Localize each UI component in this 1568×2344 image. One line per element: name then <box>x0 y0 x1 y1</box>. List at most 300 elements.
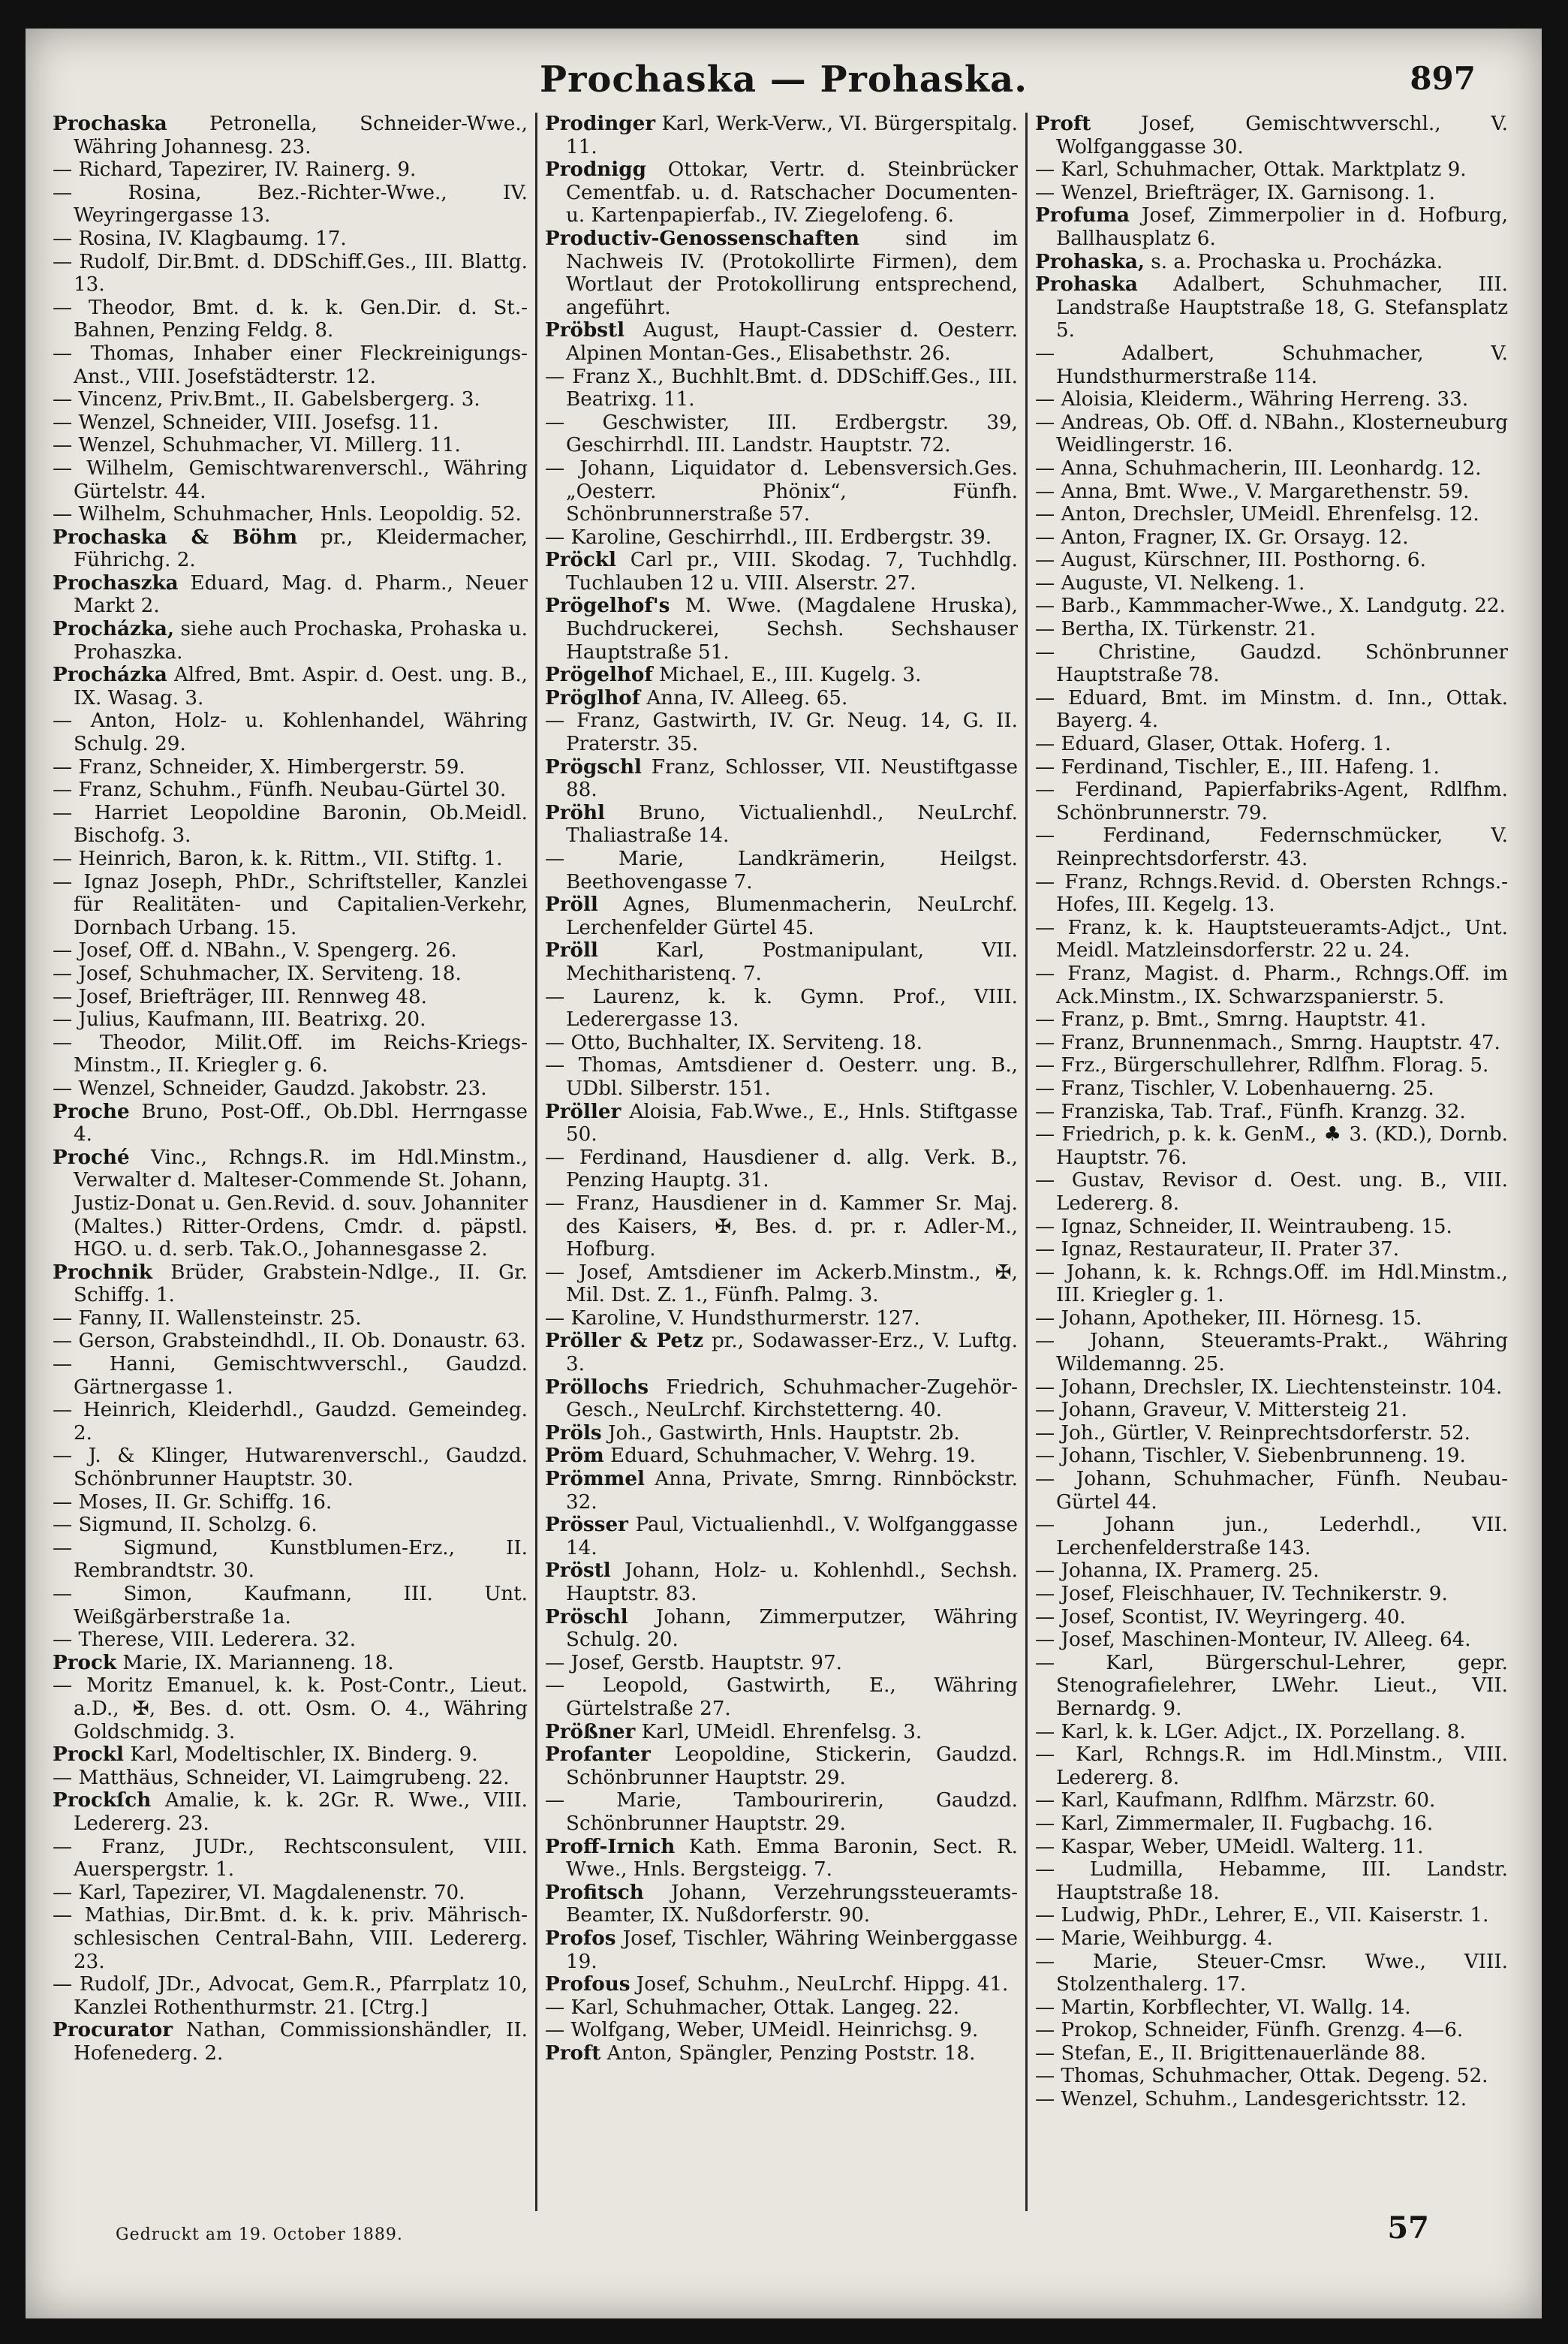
entry-surname: Pröller & Petz <box>545 1329 704 1353</box>
directory-entry <box>1035 411 1508 457</box>
directory-entry <box>1035 595 1508 618</box>
directory-entry <box>53 503 528 526</box>
entry-details: — Johann, Drechsler, IX. Liechtensteinstr. 104. <box>1035 1375 1503 1399</box>
entry-details: — Heinrich, Kleiderhdl., Gaudzd. Gemeindeg. 2. <box>53 1399 528 1445</box>
directory-entry <box>53 963 528 986</box>
directory-entry <box>1035 1330 1508 1375</box>
directory-entry <box>1035 1169 1508 1215</box>
entry-details: Ottokar, Vertr. d. Steinbrücker Cementfab. u. d. Ratschacher Documenten- u. Kartenpapierfab., IV. Ziegelofeng. 6. <box>566 158 1018 227</box>
directory-entry <box>545 1721 1018 1744</box>
directory-entry <box>1035 388 1508 411</box>
entry-surname: Prodnigg <box>545 158 646 182</box>
entry-surname: Profitsch <box>545 1880 644 1904</box>
entry-details: — Karoline, V. Hundsthurmerstr. 127. <box>545 1306 920 1330</box>
entry-details: — Franz, Hausdiener in d. Kammer Sr. Maj. des Kaisers, ✠, Bes. d. pr. r. Adler-M., Hofburg. <box>545 1192 1018 1261</box>
directory-entry <box>545 939 1018 985</box>
entry-details: — Thomas, Schuhmacher, Ottak. Degeng. 52. <box>1035 2065 1488 2088</box>
entry-surname: Pröllochs <box>545 1375 649 1399</box>
running-head <box>26 59 1542 111</box>
directory-entry <box>545 1192 1018 1261</box>
directory-entry <box>1035 756 1508 779</box>
entry-surname: Pröls <box>545 1421 602 1445</box>
entry-details: — Ferdinand, Hausdiener d. allg. Verk. B., Penzing Hauptg. 31. <box>545 1146 1018 1192</box>
entry-details: — Martin, Korbflechter, VI. Wallg. 14. <box>1035 1996 1411 2019</box>
directory-entry <box>1035 1996 1508 2020</box>
directory-entry <box>545 1468 1018 1514</box>
directory-entry <box>545 1559 1018 1605</box>
entry-surname: Prockſch <box>53 1788 152 1812</box>
directory-entry <box>1035 1904 1508 1927</box>
entry-details: — Moses, II. Gr. Schiffg. 16. <box>53 1490 333 1514</box>
directory-entry <box>1035 113 1508 158</box>
directory-entry <box>1035 1652 1508 1721</box>
entry-details: — Christine, Gaudzd. Schönbrunner Hauptstraße 78. <box>1035 640 1508 687</box>
entry-details: Josef, Gemischtwverschl., V. Wolfganggasse 30. <box>1056 113 1508 158</box>
entry-details: Brüder, Grabstein-Ndlge., II. Gr. Schiffg. 1. <box>74 1261 528 1307</box>
entry-details: — Andreas, Ob. Off. d. NBahn., Klosterneuburg Weidlingerstr. 16. <box>1035 411 1508 457</box>
entry-details: — Karl, Bürgerschul-Lehrer, gepr. Stenografielehrer, LWehr. Lieut., VII. Bernardg. 9. <box>1035 1651 1508 1720</box>
directory-entry <box>53 1353 528 1399</box>
directory-entry <box>53 871 528 940</box>
entry-details: — Johann, Tischler, V. Siebenbrunneng. 19. <box>1035 1445 1466 1468</box>
directory-entry <box>53 1445 528 1490</box>
entry-details: — Leopold, Gastwirth, E., Währing Gürtelstraße 27. <box>545 1674 1018 1720</box>
entry-details: Karl, UMeidl. Ehrenfelsg. 3. <box>635 1720 922 1743</box>
directory-entry <box>545 366 1018 411</box>
entry-details: — Johann, Graveur, V. Mittersteig 21. <box>1035 1399 1407 1422</box>
entry-details: — Joh., Gürtler, V. Reinprechtsdorferstr. 52. <box>1035 1421 1470 1445</box>
entry-details: — Anna, Schuhmacherin, III. Leonhardg. 12. <box>1035 456 1482 480</box>
entry-details: — Johann, Liquidator d. Lebensversich.Ges. „Oesterr. Phönix“, Fünfh. Schönbrunnerstraße 57. <box>545 456 1018 526</box>
entry-details: — Auguste, VI. Nelkeng. 1. <box>1035 571 1305 595</box>
entry-details: — J. & Klinger, Hutwarenverschl., Gaudzd. Schönbrunner Hauptstr. 30. <box>53 1445 528 1491</box>
entry-details: — Adalbert, Schuhmacher, V. Hundsthurmerstraße 114. <box>1035 342 1508 388</box>
directory-entry <box>1035 871 1508 917</box>
entry-details: — Sigmund, II. Scholzg. 6. <box>53 1514 318 1537</box>
directory-entry <box>545 802 1018 848</box>
directory-entry <box>545 2042 1018 2065</box>
directory-entry <box>1035 641 1508 687</box>
entry-details: Petronella, Schneider-Wwe., Währing Johannesg. 23. <box>74 113 528 158</box>
directory-entry <box>1035 1927 1508 1951</box>
entry-details: — Franz, Tischler, V. Lobenhauerng. 25. <box>1035 1077 1434 1100</box>
directory-entry <box>1035 481 1508 504</box>
entry-details: Nathan, Commissionshändler, II. Hofenederg. 2. <box>74 2019 528 2065</box>
entry-details: Anna, Private, Smrng. Rinnböckstr. 32. <box>566 1468 1018 1514</box>
entry-details: — Franz, p. Bmt., Smrng. Hauptstr. 41. <box>1035 1008 1427 1032</box>
entry-details: — Gerson, Grabsteindhdl., II. Ob. Donaustr. 63. <box>53 1330 526 1353</box>
entry-details: — Ludmilla, Hebamme, III. Landstr. Hauptstraße 18. <box>1035 1858 1508 1904</box>
entry-surname: Prögelhof's <box>545 594 670 618</box>
entry-details: — Franz X., Buchhlt.Bmt. d. DDSchiff.Ges., III. Beatrixg. 11. <box>545 365 1018 411</box>
directory-entry <box>1035 618 1508 641</box>
directory-entry <box>1035 251 1508 274</box>
directory-entry <box>1035 963 1508 1008</box>
entry-details: — Eduard, Bmt. im Minstm. d. Inn., Ottak. Bayerg. 4. <box>1035 686 1508 733</box>
directory-entry <box>1035 1123 1508 1169</box>
entry-details: — Prokop, Schneider, Fünfh. Grenzg. 4—6. <box>1035 2019 1464 2042</box>
entry-details: Anna, IV. Alleeg. 65. <box>640 686 848 710</box>
entry-surname: Proché <box>53 1145 130 1169</box>
entry-surname: Pröll <box>545 939 598 963</box>
entry-details: pr., Kleidermacher, Führichg. 2. <box>74 526 528 572</box>
entry-details: M. Wwe. (Magdalene Hruska), Buchdruckerei, Sechsh. Sechshauser Hauptstraße 51. <box>566 595 1018 664</box>
directory-entry <box>545 664 1018 687</box>
column-2 <box>535 113 1025 2211</box>
entry-details: — Franz, Brunnenmach., Smrng. Hauptstr. 47. <box>1035 1031 1500 1054</box>
entry-details: — Heinrich, Baron, k. k. Rittm., VII. Stiftg. 1. <box>53 848 503 870</box>
directory-entry <box>1035 1583 1508 1606</box>
entry-details: — Ignaz Joseph, PhDr., Schriftsteller, Kanzlei für Realitäten- und Capitalien-Verkehr, Dornbach Urbang. 15. <box>53 870 528 939</box>
entry-details: — Thomas, Inhaber einer Fleckreinigungs-Anst., VIII. Josefstädterstr. 12. <box>53 342 528 388</box>
directory-entry <box>53 1146 528 1261</box>
directory-entry <box>53 1674 528 1743</box>
directory-entry <box>53 802 528 848</box>
entry-details: — Franz, k. k. Hauptsteueramts-Adjct., Unt. Meidl. Matzleinsdorferstr. 22 u. 24. <box>1035 916 1508 963</box>
directory-entry <box>1035 917 1508 963</box>
directory-entry <box>545 1146 1018 1192</box>
entry-surname: Procházka, <box>53 617 175 641</box>
entry-details: — Marie, Tambourirerin, Gaudzd. Schönbrunner Hauptstr. 29. <box>545 1789 1018 1835</box>
entry-details: — Wolfgang, Weber, UMeidl. Heinrichsg. 9. <box>545 2019 979 2042</box>
entry-details: — Ludwig, PhDr., Lehrer, E., VII. Kaiserstr. 1. <box>1035 1904 1489 1927</box>
entry-details: — Ignaz, Schneider, II. Weintraubeng. 15. <box>1035 1215 1452 1238</box>
entry-details: — Ferdinand, Papierfabriks-Agent, Rdlfhm. Schönbrunnerstr. 79. <box>1035 779 1508 824</box>
entry-details: Adalbert, Schuhmacher, III. Landstraße Hauptstraße 18, G. Stefansplatz 5. <box>1056 273 1508 342</box>
entry-surname: Prochaska & Böhm <box>53 525 298 549</box>
directory-entry <box>53 939 528 963</box>
entry-details: — Marie, Weihburgg. 4. <box>1035 1927 1273 1950</box>
directory-entry <box>1035 2088 1508 2111</box>
directory-entry <box>1035 1812 1508 1836</box>
entry-details: — Thomas, Amtsdiener d. Oesterr. ung. B., UDbl. Silberstr. 151. <box>545 1054 1018 1100</box>
directory-entry <box>53 1882 528 1905</box>
entry-details: — Rosina, Bez.-Richter-Wwe., IV. Weyringergasse 13. <box>53 181 528 227</box>
directory-entry <box>53 618 528 664</box>
directory-entry <box>545 1674 1018 1720</box>
page-number: 897 <box>1410 60 1476 97</box>
entry-details: — Josef, Amtsdiener im Ackerb.Minstm., ✠, Mil. Dst. Z. 1., Fünfh. Palmg. 3. <box>545 1261 1018 1307</box>
entry-details: — Wenzel, Schneider, Gaudzd. Jakobstr. 23. <box>53 1077 487 1100</box>
entry-details: — Theodor, Bmt. d. k. k. Gen.Dir. d. St.-Bahnen, Penzing Feldg. 8. <box>53 296 528 342</box>
directory-entry <box>545 848 1018 893</box>
entry-details: — Franz, Schneider, X. Himbergerstr. 59. <box>53 755 465 779</box>
entry-details: — Johann, Steueramts-Prakt., Währing Wildemanng. 25. <box>1035 1330 1508 1376</box>
entry-details: Johann, Verzehrungssteueramts-Beamter, IX. Nußdorferstr. 90. <box>566 1881 1018 1927</box>
entry-details: — Julius, Kaufmann, III. Beatrixg. 20. <box>53 1008 426 1032</box>
entry-details: — Josef, Schuhmacher, IX. Serviteng. 18. <box>53 962 462 985</box>
directory-entry <box>1035 1261 1508 1307</box>
directory-entry <box>53 2019 528 2065</box>
directory-entry <box>1035 342 1508 388</box>
entry-details: — Franz, JUDr., Rechtsconsulent, VIII. Auerspergstr. 1. <box>53 1835 528 1882</box>
entry-surname: Pröm <box>545 1444 604 1468</box>
directory-entry <box>53 1767 528 1790</box>
directory-entry <box>1035 1238 1508 1261</box>
directory-entry <box>53 1973 528 2019</box>
entry-details: — Franz, Rchngs.Revid. d. Obersten Rchngs.-Hofes, III. Kegelg. 13. <box>1035 870 1508 917</box>
directory-entry <box>545 2019 1018 2042</box>
directory-entry <box>1035 1468 1508 1514</box>
entry-details: — Fanny, II. Wallensteinstr. 25. <box>53 1306 362 1330</box>
directory-entry <box>1035 1077 1508 1101</box>
signature-mark: 57 <box>1387 2210 1429 2246</box>
directory-entry <box>1035 1858 1508 1904</box>
directory-entry <box>545 1606 1018 1652</box>
directory-entry <box>1035 457 1508 481</box>
entry-details: — Johanna, IX. Pramerg. 25. <box>1035 1559 1320 1583</box>
directory-entry <box>1035 1743 1508 1789</box>
directory-entry <box>1035 526 1508 550</box>
entry-details: Johann, Holz- u. Kohlenhdl., Sechsh. Hauptstr. 83. <box>566 1559 1018 1605</box>
directory-entry <box>53 1077 528 1101</box>
directory-entry <box>545 549 1018 595</box>
entry-details: — Kaspar, Weber, UMeidl. Walterg. 11. <box>1035 1835 1424 1858</box>
entry-details: — Gustav, Revisor d. Oest. ung. B., VIII. Ledererg. 8. <box>1035 1169 1508 1215</box>
entry-details: — Mathias, Dir.Bmt. d. k. k. priv. Mährisch-schlesischen Central-Bahn, VIII. Ledererg. 23. <box>53 1904 528 1973</box>
entry-details: — Josef, Fleischhauer, IV. Technikerstr. 9. <box>1035 1583 1448 1605</box>
entry-surname: Profanter <box>545 1743 651 1767</box>
entry-details: — Karl, Tapezirer, VI. Magdalenenstr. 70. <box>53 1881 465 1904</box>
directory-entry <box>1035 1216 1508 1239</box>
entry-details: Karl, Postmanipulant, VII. Mechitharistenq. 7. <box>566 939 1018 985</box>
directory-entry <box>1035 733 1508 756</box>
directory-entry <box>545 1422 1018 1445</box>
directory-entry <box>545 1445 1018 1468</box>
directory-entry <box>53 1789 528 1835</box>
directory-entry <box>545 1054 1018 1100</box>
entry-details: — Wenzel, Briefträger, IX. Garnisong. 1. <box>1035 181 1435 204</box>
entry-details: Friedrich, Schuhmacher-Zugehör-Gesch., NeuLrchf. Kirchstetterng. 40. <box>566 1375 1018 1422</box>
directory-entry <box>53 158 528 182</box>
entry-details: — Frz., Bürgerschullehrer, Rdlfhm. Florag. 5. <box>1035 1054 1489 1077</box>
entry-details: — Josef, Off. d. NBahn., V. Spengerg. 26. <box>53 939 457 963</box>
entry-surname: Procházka <box>53 663 167 687</box>
entry-details: Josef, Zimmerpolier in d. Hofburg, Ballhausplatz 6. <box>1056 204 1508 250</box>
entry-details: — Wilhelm, Schuhmacher, Hnls. Leopoldig. 52. <box>53 503 522 526</box>
directory-entry <box>545 411 1018 457</box>
entry-surname: Proft <box>1035 113 1091 135</box>
directory-entry <box>53 1836 528 1882</box>
entry-details: Michael, E., III. Kugelg. 3. <box>652 664 922 687</box>
directory-entry <box>53 756 528 779</box>
entry-surname: Pröhl <box>545 800 605 824</box>
entry-surname: Proche <box>53 1099 130 1123</box>
directory-entry <box>1035 1032 1508 1055</box>
directory-entry <box>545 687 1018 710</box>
directory-entry <box>545 1307 1018 1330</box>
directory-entry <box>1035 204 1508 250</box>
entry-details: — Karl, Kaufmann, Rdlfhm. Märzstr. 60. <box>1035 1789 1436 1812</box>
directory-entry <box>545 1032 1018 1055</box>
directory-entry <box>1035 1307 1508 1330</box>
entry-details: — Geschwister, III. Erdbergstr. 39, Geschirrhdl. III. Landstr. Hauptstr. 72. <box>545 411 1018 457</box>
directory-entry <box>53 1628 528 1652</box>
entry-details: — Karl, k. k. LGer. Adjct., IX. Porzellang. 8. <box>1035 1720 1466 1743</box>
entry-details: Josef, Tischler, Währing Weinberggasse 19. <box>566 1927 1018 1973</box>
entry-surname: Profos <box>545 1926 616 1950</box>
directory-entry <box>53 342 528 388</box>
directory-entry <box>53 1399 528 1445</box>
directory-entry <box>545 158 1018 227</box>
entry-details: — Rudolf, Dir.Bmt. d. DDSchiff.Ges., III. Blattg. 13. <box>53 250 528 297</box>
entry-details: — Barb., Kammmacher-Wwe., X. Landgutg. 22. <box>1035 595 1506 618</box>
entry-details: — Rudolf, JDr., Advocat, Gem.R., Pfarrplatz 10, Kanzlei Rothenthurmstr. 21. [Ctrg.] <box>53 1973 528 2019</box>
print-date: Gedruckt am 19. October 1889. <box>116 2225 403 2244</box>
directory-entry <box>1035 824 1508 870</box>
directory-entry <box>1035 1789 1508 1812</box>
directory-entry <box>545 710 1018 755</box>
directory-entry <box>1035 158 1508 182</box>
entry-surname: Pröller <box>545 1099 621 1123</box>
directory-entry <box>53 1537 528 1583</box>
directory-entry <box>1035 503 1508 526</box>
entry-surname: Prochnik <box>53 1260 153 1284</box>
entry-surname: Pröschl <box>545 1604 628 1628</box>
entry-details: Bruno, Victualienhdl., NeuLrchf. Thaliastraße 14. <box>566 801 1018 848</box>
directory-entry <box>1035 1514 1508 1559</box>
directory-entry <box>53 1583 528 1628</box>
entry-surname: Pröstl <box>545 1559 611 1583</box>
entry-details: — Friedrich, p. k. k. GenM., ♣ 3. (KD.), Dornb. Hauptstr. 76. <box>1035 1123 1508 1169</box>
entry-surname: Prömmel <box>545 1467 645 1491</box>
entry-surname: Prochaska <box>53 113 167 135</box>
directory-entry <box>1035 273 1508 342</box>
entry-details: — Karoline, Geschirrhdl., III. Erdbergstr. 39. <box>545 526 992 549</box>
directory-entry <box>1035 1445 1508 1468</box>
directory-entry <box>545 1996 1018 2020</box>
directory-entry <box>53 251 528 297</box>
directory-entry <box>1035 1101 1508 1124</box>
entry-details: — Anna, Bmt. Wwe., V. Margarethenstr. 59. <box>1035 480 1470 503</box>
column-1 <box>45 113 535 2211</box>
directory-entry <box>53 1032 528 1077</box>
entry-details: Paul, Victualienhdl., V. Wolfganggasse 14. <box>566 1514 1018 1559</box>
directory-entry <box>1035 1559 1508 1583</box>
directory-entry <box>1035 779 1508 824</box>
directory-entry <box>1035 1606 1508 1629</box>
entry-details: August, Haupt-Cassier d. Oesterr. Alpinen Montan-Ges., Elisabethstr. 26. <box>566 319 1018 365</box>
entry-details: — Wenzel, Schuhmacher, VI. Millerg. 11. <box>53 434 461 457</box>
directory-entry <box>53 1307 528 1330</box>
entry-details: — Anton, Drechsler, UMeidl. Ehrenfelsg. 12. <box>1035 503 1479 526</box>
directory-entry <box>1035 2019 1508 2042</box>
entry-details: Vinc., Rchngs.R. im Hdl.Minstm., Verwalter d. Malteser-Commende St. Johann, Justiz-Donat u. Gen.Revid. d. souv. Johanniter (Maltes.) Ritter-Ordens, Cmdr. d. päpstl. HGO. u. d. serb. Tak.O., Johannesgasse 2. <box>74 1146 528 1261</box>
entry-details: s. a. Prochaska u. Procházka. <box>1144 250 1443 273</box>
directory-entry <box>1035 1376 1508 1399</box>
directory-entry <box>53 434 528 457</box>
entry-details: Joh., Gastwirth, Hnls. Hauptstr. 2b. <box>601 1421 960 1445</box>
directory-entry <box>53 182 528 227</box>
directory-entry <box>545 1789 1018 1835</box>
directory-columns <box>45 113 1516 2211</box>
entry-details: — Wenzel, Schneider, VIII. Josefsg. 11. <box>53 411 439 434</box>
entry-details: Franz, Schlosser, VII. Neustiftgasse 88. <box>566 755 1018 802</box>
entry-surname: Prock <box>53 1650 117 1674</box>
entry-surname: Proff-Irnich <box>545 1834 676 1858</box>
entry-details: — Harriet Leopoldine Baronin, Ob.Meidl. Bischofg. 3. <box>53 801 528 848</box>
directory-entry <box>53 710 528 755</box>
entry-details: — Karl, Schuhmacher, Ottak. Langeg. 22. <box>545 1996 960 2019</box>
entry-details: — Anton, Fragner, IX. Gr. Orsayg. 12. <box>1035 526 1409 549</box>
entry-details: — Sigmund, Kunstblumen-Erz., II. Rembrandtstr. 30. <box>53 1536 528 1583</box>
entry-details: Karl, Werk-Verw., VI. Bürgerspitalg. 11. <box>566 113 1018 158</box>
entry-surname: Pröglhof <box>545 685 640 710</box>
entry-details: — Richard, Tapezirer, IV. Rainerg. 9. <box>53 158 417 182</box>
directory-entry <box>1035 549 1508 572</box>
entry-surname: Prohaska, <box>1035 249 1145 273</box>
directory-entry <box>545 756 1018 802</box>
directory-entry <box>545 227 1018 319</box>
entry-surname: Prögschl <box>545 755 642 779</box>
directory-entry <box>53 297 528 342</box>
entry-surname: Prochaszka <box>53 571 179 595</box>
directory-entry <box>545 1376 1018 1422</box>
directory-entry <box>545 457 1018 526</box>
entry-details: — Marie, Steuer-Cmsr. Wwe., VIII. Stolzenthalerg. 17. <box>1035 1950 1508 1996</box>
directory-entry <box>53 1491 528 1514</box>
directory-entry <box>53 1743 528 1767</box>
entry-surname: Pröll <box>545 893 598 917</box>
entry-surname: Procurator <box>53 2018 173 2042</box>
entry-details: — Ferdinand, Tischler, E., III. Hafeng. 1. <box>1035 755 1440 779</box>
entry-details: siehe auch Prochaska, Prohaska u. Prohaszka. <box>74 618 528 664</box>
entry-surname: Prögelhof <box>545 663 653 687</box>
directory-entry <box>1035 2042 1508 2065</box>
directory-entry <box>53 779 528 802</box>
entry-details: Johann, Zimmerputzer, Währing Schulg. 20. <box>566 1605 1018 1652</box>
directory-entry <box>53 526 528 572</box>
entry-surname: Prockl <box>53 1743 124 1767</box>
directory-entry <box>545 1101 1018 1146</box>
entry-details: — Simon, Kaufmann, III. Unt. Weißgärberstraße 1a. <box>53 1583 528 1628</box>
column-3 <box>1025 113 1515 2211</box>
entry-details: — Vincenz, Priv.Bmt., II. Gabelsbergerg. 3. <box>53 388 480 411</box>
directory-entry <box>1035 1008 1508 1032</box>
entry-details: — Laurenz, k. k. Gymn. Prof., VIII. Lederergasse 13. <box>545 985 1018 1032</box>
entry-details: Eduard, Mag. d. Pharm., Neuer Markt 2. <box>74 571 528 618</box>
entry-details: — Franz, Gastwirth, IV. Gr. Neug. 14, G. II. Praterstr. 35. <box>545 710 1018 756</box>
directory-entry <box>53 388 528 411</box>
entry-details: Leopoldine, Stickerin, Gaudzd. Schönbrunner Hauptstr. 29. <box>566 1743 1018 1789</box>
directory-entry <box>545 1927 1018 1973</box>
directory-entry <box>545 1330 1018 1375</box>
entry-details: Anton, Spängler, Penzing Poststr. 18. <box>600 2041 976 2065</box>
entry-details: — Eduard, Glaser, Ottak. Hoferg. 1. <box>1035 733 1392 756</box>
directory-entry <box>545 319 1018 365</box>
entry-details: — Johann jun., Lederhdl., VII. Lerchenfelderstraße 143. <box>1035 1514 1508 1559</box>
entry-details: — Otto, Buchhalter, IX. Serviteng. 18. <box>545 1031 922 1054</box>
entry-details: — Johann, k. k. Rchngs.Off. im Hdl.Minstm., III. Kriegler g. 1. <box>1035 1261 1508 1307</box>
directory-entry <box>53 1330 528 1353</box>
entry-surname: Prohaska <box>1035 273 1138 297</box>
entry-surname: Proft <box>545 2041 601 2065</box>
directory-entry <box>1035 1721 1508 1744</box>
entry-details: sind im Nachweis IV. (Protokollirte Firmen), dem Wortlaut der Protokollirung entsprechend, angeführt. <box>566 227 1018 319</box>
entry-details: — Aloisia, Kleiderm., Währing Herreng. 33. <box>1035 388 1469 411</box>
page-title: Prochaska — Prohaska. <box>540 59 1028 101</box>
directory-entry <box>545 595 1018 664</box>
entry-surname: Prößner <box>545 1719 636 1743</box>
entry-details: — Matthäus, Schneider, VI. Laimgrubeng. 22. <box>53 1766 510 1789</box>
entry-details: — Josef, Maschinen-Monteur, IV. Alleeg. 64. <box>1035 1628 1471 1652</box>
directory-entry <box>545 1882 1018 1927</box>
directory-entry <box>1035 1054 1508 1077</box>
directory-entry <box>545 986 1018 1032</box>
directory-entry <box>545 526 1018 550</box>
entry-details: — Johann, Schuhmacher, Fünfh. Neubau-Gürtel 44. <box>1035 1468 1508 1514</box>
directory-entry <box>1035 1836 1508 1859</box>
